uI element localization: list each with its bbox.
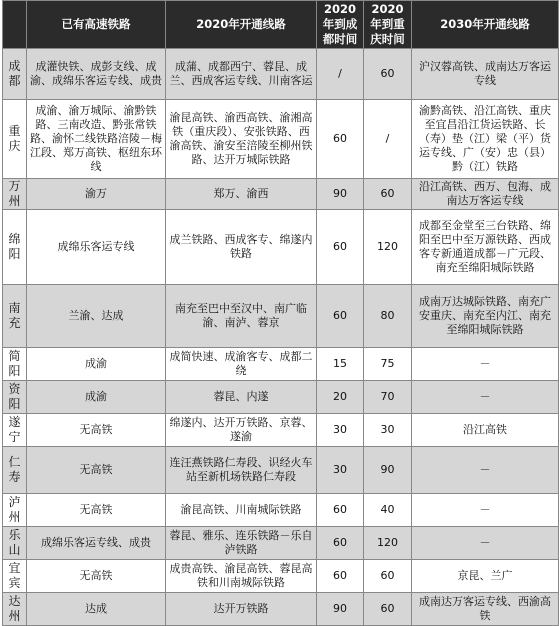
to-chongqing-cell: 70 [364, 381, 412, 414]
table-row [3, 348, 559, 381]
city-cell: 乐山 [3, 527, 27, 560]
table-row [3, 49, 559, 100]
open-2020-cell: 渝昆高铁、川南城际铁路 [166, 494, 317, 527]
city-cell: 南充 [3, 285, 27, 348]
open-2020-cell: 蓉昆、雅乐、连乐铁路－乐自泸铁路 [166, 527, 317, 560]
existing-cell: 成绵乐客运专线、成贵 [27, 527, 166, 560]
to-chongqing-cell: 60 [364, 560, 412, 593]
open-2030-cell: － [412, 527, 559, 560]
rail-table [2, 0, 559, 626]
existing-cell: 达成 [27, 593, 166, 626]
to-chengdu-cell: 60 [317, 560, 364, 593]
existing-cell: 成绵乐客运专线 [27, 210, 166, 285]
header-to-chengdu: 2020年到成都时间 [317, 1, 364, 49]
to-chongqing-cell: 120 [364, 210, 412, 285]
to-chongqing-cell: / [364, 100, 412, 179]
existing-cell: 成渝、渝万城际、渝黔铁路、三南改造、黔张常铁路、渝怀二线铁路涪陵－梅江段、郑万高铁、枢纽东环线 [27, 100, 166, 179]
open-2030-cell: 渝黔高铁、沿江高铁、重庆至宜昌沿江货运铁路、长（寿）垫（江）梁（平）货运专线、广（安）忠（县）黔（江）铁路 [412, 100, 559, 179]
open-2030-cell: 沿江高铁、西万、包海、成南达万客运专线 [412, 179, 559, 210]
table-row [3, 285, 559, 348]
header-open-2020: 2020年开通线路 [166, 1, 317, 49]
city-cell: 达州 [3, 593, 27, 626]
header-open-2030: 2030年开通线路 [412, 1, 559, 49]
existing-cell: 成渝 [27, 348, 166, 381]
table-row [3, 414, 559, 447]
open-2030-cell: 成南达万客运专线、西渝高铁 [412, 593, 559, 626]
to-chengdu-cell: 30 [317, 414, 364, 447]
to-chongqing-cell: 80 [364, 285, 412, 348]
open-2030-cell: 京昆、兰广 [412, 560, 559, 593]
open-2020-cell: 达开万铁路 [166, 593, 317, 626]
to-chengdu-cell: 60 [317, 527, 364, 560]
city-cell: 简阳 [3, 348, 27, 381]
existing-cell: 无高铁 [27, 414, 166, 447]
existing-cell: 兰渝、达成 [27, 285, 166, 348]
existing-cell: 成渝 [27, 381, 166, 414]
table-row [3, 593, 559, 626]
city-cell: 重庆 [3, 100, 27, 179]
city-cell: 泸州 [3, 494, 27, 527]
to-chongqing-cell: 75 [364, 348, 412, 381]
header-city [3, 1, 27, 49]
to-chengdu-cell: / [317, 49, 364, 100]
existing-cell: 无高铁 [27, 447, 166, 494]
open-2030-cell: － [412, 447, 559, 494]
table-row [3, 560, 559, 593]
to-chengdu-cell: 60 [317, 100, 364, 179]
open-2030-cell: 沪汉蓉高铁、成南达万客运专线 [412, 49, 559, 100]
open-2030-cell: 沿江高铁 [412, 414, 559, 447]
to-chongqing-cell: 30 [364, 414, 412, 447]
to-chengdu-cell: 60 [317, 494, 364, 527]
to-chongqing-cell: 90 [364, 447, 412, 494]
city-cell: 成都 [3, 49, 27, 100]
to-chengdu-cell: 60 [317, 210, 364, 285]
open-2020-cell: 南充至巴中至汉中、南广临渝、南泸、蓉京 [166, 285, 317, 348]
table-row [3, 381, 559, 414]
existing-cell: 成灌快铁、成彭支线、成渝、成绵乐客运专线、成贵 [27, 49, 166, 100]
table-row [3, 179, 559, 210]
to-chengdu-cell: 30 [317, 447, 364, 494]
header-to-chongqing: 2020年到重庆时间 [364, 1, 412, 49]
open-2020-cell: 郑万、渝西 [166, 179, 317, 210]
open-2030-cell: － [412, 381, 559, 414]
open-2020-cell: 蓉昆、内遂 [166, 381, 317, 414]
open-2020-cell: 成简快速、成渝客专、成都二绕 [166, 348, 317, 381]
open-2020-cell: 绵遂内、达开万铁路、京蓉、遂渝 [166, 414, 317, 447]
city-cell: 遂宁 [3, 414, 27, 447]
existing-cell: 无高铁 [27, 494, 166, 527]
table-row [3, 527, 559, 560]
open-2030-cell: － [412, 348, 559, 381]
open-2020-cell: 成蒲、成都西宁、蓉昆、成兰、西成客运专线、川南客运 [166, 49, 317, 100]
existing-cell: 无高铁 [27, 560, 166, 593]
header-row [3, 1, 559, 49]
to-chengdu-cell: 15 [317, 348, 364, 381]
city-cell: 绵阳 [3, 210, 27, 285]
existing-cell: 渝万 [27, 179, 166, 210]
to-chongqing-cell: 40 [364, 494, 412, 527]
to-chengdu-cell: 90 [317, 179, 364, 210]
table-row [3, 494, 559, 527]
to-chongqing-cell: 60 [364, 179, 412, 210]
city-cell: 万州 [3, 179, 27, 210]
to-chongqing-cell: 60 [364, 593, 412, 626]
header-existing: 已有高速铁路 [27, 1, 166, 49]
open-2030-cell: 成都至金堂至三台铁路、绵阳至巴中至万源铁路、西成客专新通道成都－广元段、南充至绵阳城际铁路 [412, 210, 559, 285]
city-cell: 资阳 [3, 381, 27, 414]
to-chengdu-cell: 90 [317, 593, 364, 626]
city-cell: 宜宾 [3, 560, 27, 593]
open-2020-cell: 成兰铁路、西成客专、绵遂内铁路 [166, 210, 317, 285]
open-2020-cell: 渝昆高铁、渝西高铁、渝湘高铁（重庆段）、安张铁路、西渝高铁、渝安至涪陵至柳州铁路、达开万城际铁路 [166, 100, 317, 179]
to-chongqing-cell: 60 [364, 49, 412, 100]
to-chengdu-cell: 20 [317, 381, 364, 414]
table-row [3, 447, 559, 494]
table-row [3, 100, 559, 179]
to-chengdu-cell: 60 [317, 285, 364, 348]
to-chongqing-cell: 120 [364, 527, 412, 560]
open-2020-cell: 连汪燕铁路仁寿段、识经火车站至新机场铁路仁寿段 [166, 447, 317, 494]
city-cell: 仁寿 [3, 447, 27, 494]
open-2030-cell: － [412, 494, 559, 527]
open-2020-cell: 成贵高铁、渝昆高铁、蓉昆高铁和川南城际铁路 [166, 560, 317, 593]
open-2030-cell: 成南万达城际铁路、南充广安重庆、南充至内江、南充至绵阳城际铁路 [412, 285, 559, 348]
table-row [3, 210, 559, 285]
